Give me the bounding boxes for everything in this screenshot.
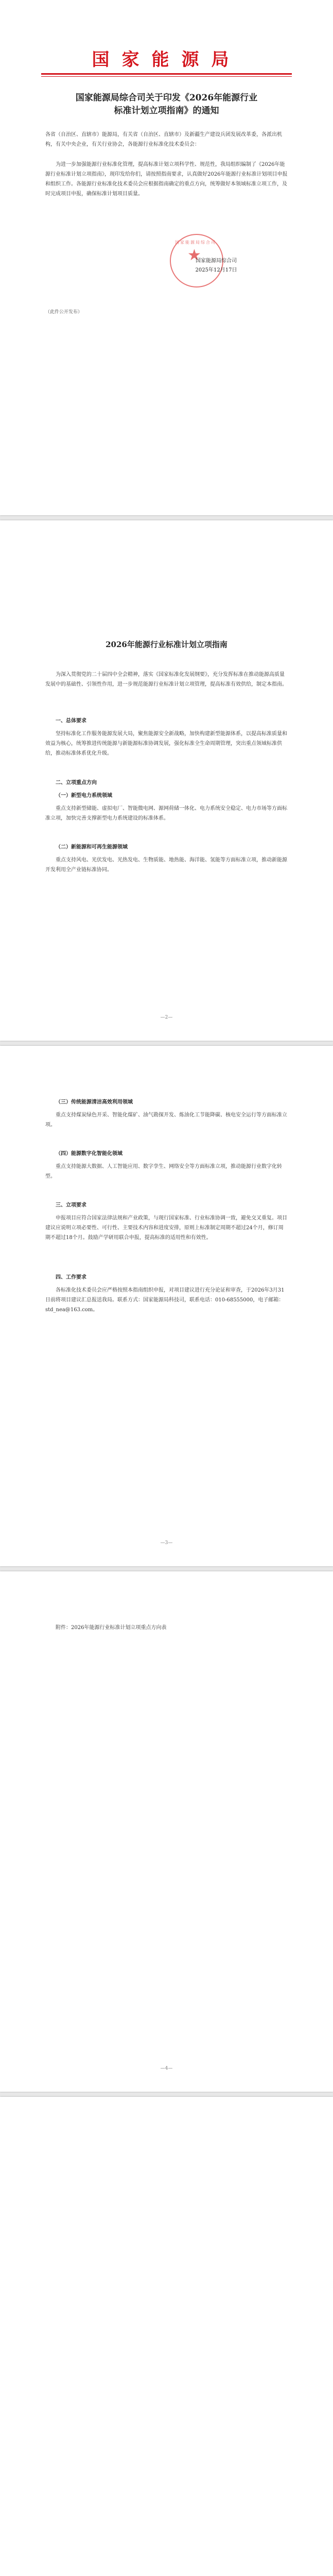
subsection-3-title: （三）传统能源清洁高效利用领域 [56,1099,133,1105]
subsection-4-body: 重点支持能源大数据、人工智能应用、数字孪生、网络安全等方面标准立项，推动能源行业数字化转型。 [45,1164,282,1179]
guide-closing: 附件：2026年能源行业标准计划立项重点方向表 [56,1625,167,1631]
page-guide-3 [0,1571,333,2092]
guide-intro: 为深入贯彻党的二十届四中全会精神，落实《国家标准化发展纲要》，充分发挥标准在推动能源高质量发展中的基础性、引领性作用，进一步规范能源行业标准计划立项管理，提高标准有效供给，制定本指南。 [45,672,287,687]
page-notice [0,0,333,515]
page-number: —2— [160,1015,173,1020]
subsection-2-body: 重点支持风电、光伏发电、光热发电、生物质能、地热能、海洋能、氢能等方面标准立项，推动新能源开发利用全产业链标准协同。 [45,857,287,873]
notice-title-line1: 国家能源局综合司关于印发《2026年能源行业 [75,93,258,103]
notice-title-line2: 标准计划立项指南》的通知 [114,106,219,116]
subsection-4-title: （四）能源数字化智能化领域 [56,1151,122,1157]
section-3-title: 三、立项要求 [56,1202,86,1208]
page-guide-1 [0,520,333,1041]
public-note: （此件公开发布） [45,310,83,315]
guide-title: 2026年能源行业标准计划立项指南 [106,640,227,649]
subsection-1-title: （一）新型电力系统领域 [56,793,112,799]
page-guide-2 [0,1046,333,1566]
page-number: —4— [160,2066,173,2071]
section-4-title: 四、工作要求 [56,1275,86,1280]
subsection-1-body: 重点支持新型储能、虚拟电厂、智能微电网、源网荷储一体化、电力系统安全稳定、电力市场等方面标准立项，加快完善支撑新型电力系统建设的标准体系。 [45,806,287,821]
section-2-title: 二、立项重点方向 [56,780,97,786]
notice-body: 为进一步加强能源行业标准化管理，提高标准计划立项科学性、规范性，我局组织编制了《2026年能源行业标准计划立项指南》，现印发给你们，请按照指南要求，认真做好2026年能源行业标准计划项目申报和组织工作。各能源行业标准化技术委员会应根据指南确定的重点方向，统筹做好本领域标准立项工作，及时完成项目申报，确保标准计划项目质量。 [45,162,288,197]
notice-recipients: 各省（自治区、直辖市）能源局，有关省（自治区、直辖市）及新疆生产建设兵团发展改革委，各派出机构，有关中央企业，有关行业协会，各能源行业标准化技术委员会： [45,132,282,147]
seal-star-icon: ★ [187,246,201,264]
section-1-body: 坚持标准化工作服务能源发展大局，聚焦能源安全新战略，加快构建新型能源体系，以提高标准质量和效益为核心，统筹推进传统能源与新能源标准协调发展，强化标准全生命周期管理，突出重点领域标准供给，推动标准体系优化升级。 [45,731,287,756]
sign-date: 2025年12月17日 [195,267,237,273]
subsection-3-body: 重点支持煤炭绿色开采、智能化煤矿、油气勘探开发、炼油化工节能降碳、核电安全运行等方面标准立项。 [45,1112,287,1128]
letterhead-rule-thin [41,76,292,77]
official-seal-text: 国家能源局综合司 [175,240,216,245]
section-3-body: 申报项目应符合国家法律法规和产业政策，与现行国家标准、行业标准协调一致，避免交叉重复。项目建议应说明立项必要性、可行性、主要技术内容和进度安排，原则上标准制定周期不超过24个月，修订周期不超过18个月。鼓励产学研用联合申报，提高标准的适用性和有效性。 [45,1215,287,1241]
sign-org: 国家能源局综合司 [196,258,237,264]
page-number: —3— [160,1540,173,1546]
section-1-title: 一、总体要求 [56,718,86,724]
subsection-2-title: （二）新能源和可再生能源领域 [56,844,128,850]
notice-title [67,92,266,117]
letterhead-rule [41,73,292,75]
section-4-body: 各标准化技术委员会应严格按照本指南组织申报，对项目建议进行充分论证和审查，于2026年3月31日前将项目建议汇总报送我局。联系方式：国家能源局科技司，联系电话：010-68555000，电子邮箱：std_nea@163.com。 [45,1287,285,1313]
letterhead-title: 国家能源局 [92,49,241,70]
page-blank [0,2097,333,2576]
signature-block [175,257,257,275]
